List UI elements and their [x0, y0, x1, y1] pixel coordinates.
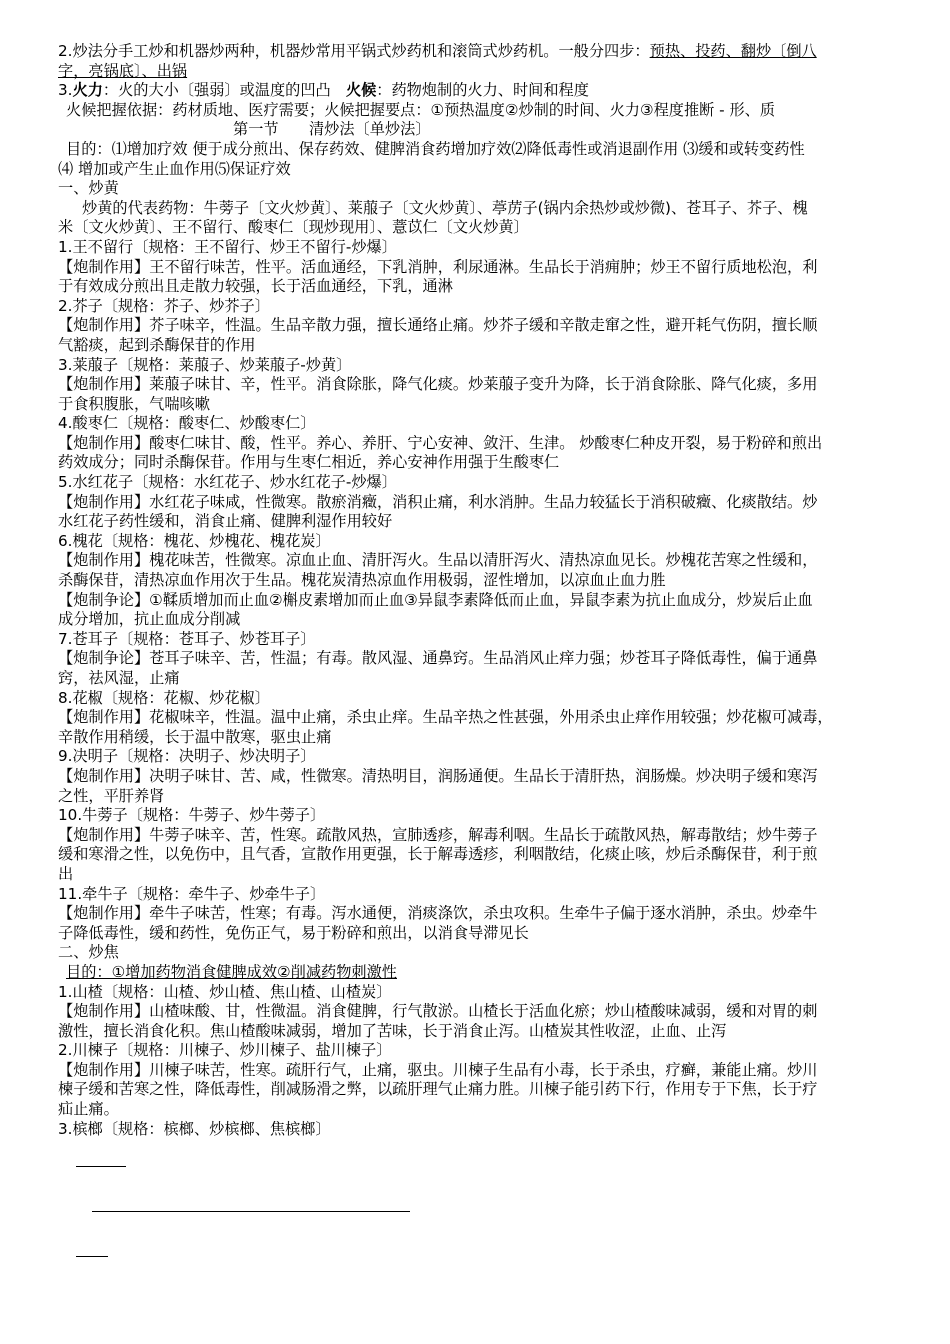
document-page: [58, 42, 903, 1139]
text-line: 【炮制作用】牵牛子味苦，性寒；有毒。泻水通便，消痰涤饮，杀虫攻积。生牵牛子偏于逐水消肿，杀虫。炒牵牛: [58, 904, 818, 923]
text-line: 【炮制作用】酸枣仁味甘、酸，性平。养心、养肝、宁心安神、敛汗、生津。 炒酸枣仁种皮开裂，易于粉碎和煎出: [58, 433, 823, 452]
text-line: 【炮制作用】牛蒡子味辛、苦，性寒。疏散风热，宣肺透疹，解毒利咽。生品长于疏散风热，解毒散结；炒牛蒡子: [58, 825, 818, 844]
text-line: 之性，平肝养肾: [58, 786, 165, 805]
text-line: 楝子缓和苦寒之性，降低毒性，削减肠滑之弊，以疏肝理气止痛力胜。川楝子能引药下行，作用专于下焦，长于疗: [58, 1080, 818, 1099]
text-line: 激性，擅长消食化积。焦山楂酸味减弱，增加了苦味，长于消食止泻。山楂炭其性收涩，止血、止泻: [58, 1021, 727, 1040]
item-heading: 11.牵牛子〔规格：牵牛子、炒牵牛子〕: [58, 884, 326, 903]
text-line: 【炮制作用】芥子味辛，性温。生品辛散力强，擅长通络止痛。炒芥子缓和辛散走窜之性，避开耗气伤阴，擅长顺: [58, 316, 818, 335]
underlined-text: 预热、投药、翻炒〔倒八: [649, 42, 817, 60]
text-line: 疝止痛。: [58, 1100, 119, 1119]
text-line: 气豁痰，起到杀酶保苷的作用: [58, 335, 256, 354]
item-heading: 2.芥子〔规格：芥子、炒芥子〕: [58, 296, 270, 315]
text-line: 【炮制作用】王不留行味苦，性平。活血通经，下乳消肿，利尿通淋。生品长于消痈肿；炒王不留行质地松泡，利: [58, 257, 818, 276]
text-line: 【炮制争论】苍耳子味辛、苦，性温；有毒。散风湿、通鼻窍。生品消风止痒力强；炒苍耳子降低毒性，偏于通鼻: [58, 649, 818, 668]
text-line: 【炮制争论】①鞣质增加而止血②槲皮素增加而止血③异鼠李素降低而止血，异鼠李素为抗止血成分，炒炭后止血: [58, 590, 813, 609]
text-line: [58, 62, 903, 82]
text-line: [58, 42, 903, 62]
bold-term-huohou: 火候: [345, 81, 377, 100]
text-line: 炒黄的代表药物：牛蒡子〔文火炒黄〕、莱菔子〔文火炒黄〕、葶苈子(锅内余热炒或炒微)、苍耳子、芥子、槐: [82, 198, 808, 217]
text-line: 于食积腹胀，气喘咳嗽: [58, 394, 210, 413]
text-line: 【炮制作用】水红花子味咸，性微寒。散瘀消癥，消积止痛，利水消肿。生品力较猛长于消积破癥、化痰散结。炒: [58, 492, 818, 511]
text-line: 窍，祛风湿，止痛: [58, 669, 180, 687]
text-line: ⑷ 增加或产生止血作用⑸保证疗效: [58, 159, 291, 178]
footer-rule: [76, 1256, 108, 1257]
text-line: [58, 81, 903, 101]
item-heading: 5.水红花子〔规格：水红花子、炒水红花子-炒爆〕: [58, 473, 397, 492]
text-line: 药效成分；同时杀酶保苷。作用与生枣仁相近，养心安神作用强于生酸枣仁: [58, 453, 560, 472]
bold-term-huoli: 火力: [72, 81, 103, 100]
subsection-heading: 一、炒黄: [58, 179, 119, 198]
item-heading: 8.花椒〔规格：花椒、炒花椒〕: [58, 688, 270, 707]
text-line: 目的：⑴增加疗效 便于成分煎出、保存药效、健脾消食药增加疗效⑵降低毒性或消退副作用 ⑶缓和或转变药性: [66, 139, 805, 158]
text-line: 米〔文火炒黄〕、王不留行、酸枣仁〔现炒现用〕、薏苡仁〔文火炒黄〕: [58, 218, 529, 237]
item-heading: 9.决明子〔规格：决明子、炒决明子〕: [58, 747, 316, 766]
text-line: 【炮制作用】决明子味甘、苦、咸，性微寒。清热明目，润肠通便。生品长于清肝热，润肠燥。炒决明子缓和寒泻: [58, 766, 818, 785]
underlined-text: 目的：①增加药物消食健脾成效②削减药物刺激性: [66, 962, 397, 981]
text-span: ：药物炮制的火力、时间和程度: [376, 81, 589, 100]
text-line: 缓和寒滑之性，以免伤中，且气香，宣散作用更强，长于解毒透疹，利咽散结，化痰止咳，炒后杀酶保苷，利于煎: [58, 845, 818, 864]
footer-rule: [92, 1211, 410, 1212]
text-line: 水红花子药性缓和，消食止痛、健脾利湿作用较好: [58, 512, 393, 531]
text-span: 3.: [58, 81, 73, 100]
item-heading: 1.山楂〔规格：山楂、炒山楂、焦山楂、山楂炭〕: [58, 982, 392, 1001]
item-heading: 3.槟榔〔规格：槟榔、炒槟榔、焦槟榔〕: [58, 1119, 331, 1138]
text-line: 火候把握依据：药材质地、医疗需要；火候把握要点：①预热温度②炒制的时间、火力③程度推断 - 形、质: [66, 100, 776, 119]
text-line: 杀酶保苷，清热凉血作用次于生品。槐花炭清热凉血作用极弱，涩性增加，以凉血止血力胜: [58, 571, 666, 590]
footer-rule: [76, 1166, 126, 1167]
text-line: 【炮制作用】山楂味酸、甘，性微温。消食健脾，行气散淤。山楂长于活血化瘀；炒山楂酸味减弱，缓和对胃的刺: [58, 1002, 818, 1021]
subsection-heading: 二、炒焦: [58, 943, 119, 962]
text-line: 【炮制作用】莱菔子味甘、辛，性平。消食除胀，降气化痰。炒莱菔子变升为降，长于消食除胀、降气化痰，多用: [58, 375, 818, 394]
item-heading: 2.川楝子〔规格：川楝子、炒川楝子、盐川楝子〕: [58, 1041, 392, 1060]
text-line: 于有效成分煎出且走散力较强，长于活血通经，下乳，通淋: [58, 277, 453, 296]
section-heading: 第一节 清炒法〔单炒法〕: [233, 120, 431, 139]
item-heading: 10.牛蒡子〔规格：牛蒡子、炒牛蒡子〕: [58, 806, 326, 825]
text-line: 【炮制作用】川楝子味苦，性寒。疏肝行气，止痛，驱虫。川楝子生品有小毒，长于杀虫，疗癣，兼能止痛。炒川: [58, 1060, 818, 1079]
text-line: 出: [58, 864, 74, 883]
item-heading: 1.王不留行〔规格：王不留行、炒王不留行-炒爆〕: [58, 237, 397, 256]
text-line: [58, 963, 903, 983]
underlined-text: 字，亮锅底〕、出锅: [58, 61, 188, 80]
text-line: 子降低毒性，缓和药性，免伤正气，易于粉碎和煎出，以消食导滞见长: [58, 923, 529, 942]
text-line: 【炮制作用】花椒味辛，性温。温中止痛，杀虫止痒。生品辛热之性甚强，外用杀虫止痒作用较强；炒花椒可减毒，: [58, 708, 833, 727]
text-line: 辛散作用稍缓，长于温中散寒，驱虫止痛: [58, 727, 332, 746]
item-heading: 4.酸枣仁〔规格：酸枣仁、炒酸枣仁〕: [58, 414, 316, 433]
text-span: 2.炒法分手工炒和机器炒两种，机器炒常用平锅式炒药机和滚筒式炒药机。一般分四步：: [58, 42, 650, 60]
text-span: ：火的大小〔强弱〕或温度的凹凸: [102, 81, 346, 100]
item-heading: 7.苍耳子〔规格：苍耳子、炒苍耳子〕: [58, 629, 316, 648]
text-line: 【炮制作用】槐花味苦，性微寒。凉血止血、清肝泻火。生品以清肝泻火、清热凉血见长。炒槐花苦寒之性缓和，: [58, 551, 818, 570]
item-heading: 3.莱菔子〔规格：莱菔子、炒莱菔子-炒黄〕: [58, 355, 352, 374]
item-heading: 6.槐花〔规格：槐花、炒槐花、槐花炭〕: [58, 531, 331, 550]
text-line: 成分增加，抗止血成分削减: [58, 610, 241, 629]
